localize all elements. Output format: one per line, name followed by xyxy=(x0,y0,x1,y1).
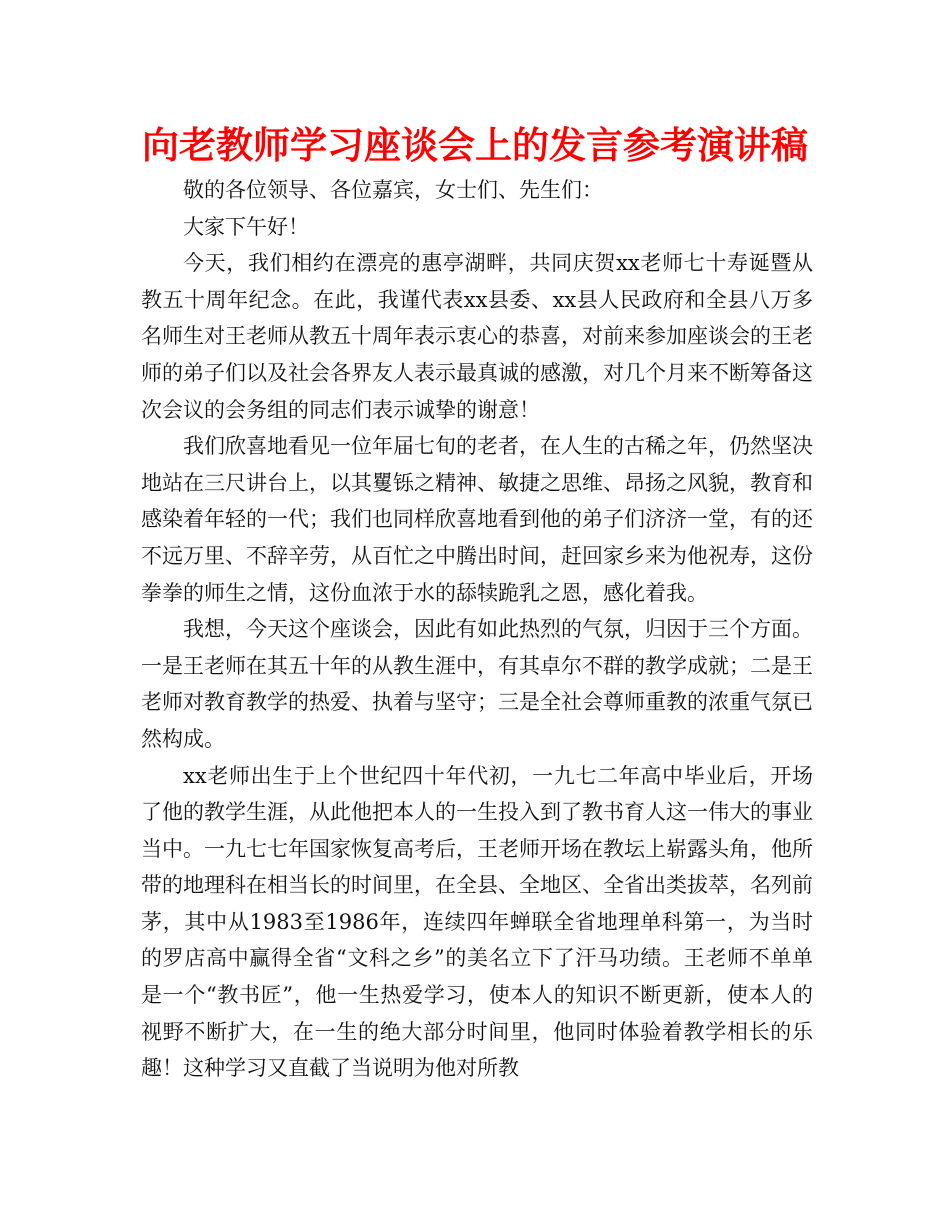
paragraph: 我们欣喜地看见一位年届七旬的老者，在人生的古稀之年，仍然坚决地站在三尺讲台上，以其矍铄之精神、敏捷之思维、昂扬之风貌，教育和感染着年轻的一代；我们也同样欣喜地看到他的弟子们济济一堂，有的还不远万里、不辞辛劳，从百忙之中腾出时间，赶回家乡来为他祝寿，这份拳拳的师生之情，这份血浓于水的舔犊跪乳之恩，感化着我。 xyxy=(141,434,813,605)
document-body xyxy=(141,172,813,1087)
paragraph-greeting: 大家下午好！ xyxy=(183,214,309,239)
paragraph: xx老师出生于上个世纪四十年代初，一九七二年高中毕业后，开场了他的教学生涯，从此他把本人的一生投入到了教书育人这一伟大的事业当中。一九七七年国家恢复高考后，王老师开场在教坛上崭露头角，他所带的地理科在相当长的时间里，在全县、全地区、全省出类拔萃，名列前茅，其中从1983至1986年，连续四年蝉联全省地理单科第一，为当时的罗店高中赢得全省“文科之乡”的美名立下了汗马功绩。王老师不单单是一个“教书匠”，他一生热爱学习，使本人的知识不断更新，使本人的视野不断扩大，在一生的绝大部分时间里，他同时体验着教学相长的乐趣！这种学习又直截了当说明为他对所教 xyxy=(141,763,813,1081)
paragraph: 我想，今天这个座谈会，因此有如此热烈的气氛，归因于三个方面。一是王老师在其五十年的从教生涯中，有其卓尔不群的教学成就；二是王老师对教育教学的热爱、执着与坚守；三是全社会尊师重教的浓重气氛已然构成。 xyxy=(141,617,813,751)
document-title: 向老教师学习座谈会上的发言参考演讲稿 xyxy=(142,124,808,167)
paragraph-salutation: 敬的各位领导、各位嘉宾，女士们、先生们： xyxy=(183,178,603,202)
paragraph: 今天，我们相约在漂亮的惠亭湖畔，共同庆贺xx老师七十寿诞暨从教五十周年纪念。在此，我谨代表xx县委、xx县人民政府和全县八万多名师生对王老师从教五十周年表示衷心的恭喜，对前来参加座谈会的王老师的弟子们以及社会各界友人表示最真诚的感激，对几个月来不断筹备这次会议的会务组的同志们表示诚挚的谢意！ xyxy=(141,251,813,422)
